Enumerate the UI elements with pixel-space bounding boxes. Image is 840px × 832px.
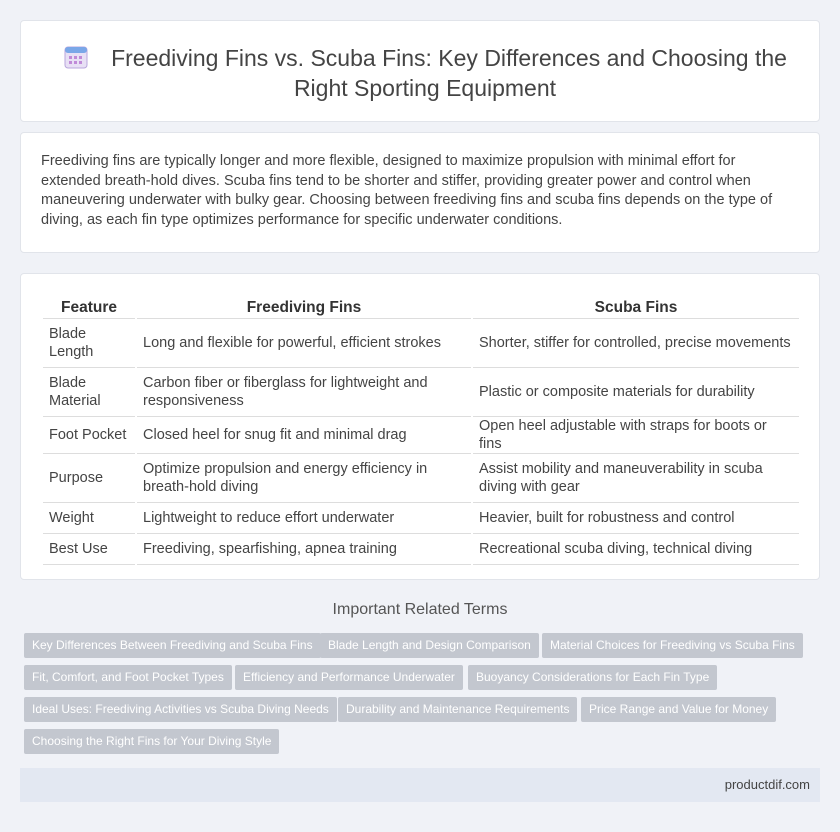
- header-scuba: Scuba Fins: [473, 293, 799, 319]
- related-tag-link[interactable]: Efficiency and Performance Underwater: [235, 665, 463, 690]
- header-freediving: Freediving Fins: [137, 293, 471, 319]
- feature-cell: Purpose: [43, 454, 135, 503]
- related-terms-title: Important Related Terms: [332, 601, 508, 618]
- table-row: [43, 534, 799, 565]
- footer: [20, 768, 820, 802]
- header-feature: Feature: [43, 293, 135, 319]
- related-tag-link[interactable]: Durability and Maintenance Requirements: [338, 697, 577, 722]
- related-tag-link[interactable]: Ideal Uses: Freediving Activities vs Scuba Diving Needs: [24, 697, 337, 722]
- related-tag-link[interactable]: Buoyancy Considerations for Each Fin Type: [468, 665, 717, 690]
- calendar-icon: [63, 44, 89, 70]
- related-tag-link[interactable]: Blade Length and Design Comparison: [320, 633, 539, 658]
- feature-cell: Blade Length: [43, 319, 135, 368]
- page-title-text: Freediving Fins vs. Scuba Fins: Key Differences and Choosing the Right Sporting Equipment: [111, 45, 787, 101]
- table-row: [43, 454, 799, 503]
- table-row: [43, 503, 799, 534]
- table-row: [43, 417, 799, 454]
- freediving-cell: Lightweight to reduce effort underwater: [137, 503, 471, 534]
- feature-cell: Weight: [43, 503, 135, 534]
- feature-cell: Blade Material: [43, 368, 135, 417]
- table-row: [43, 319, 799, 368]
- scuba-cell: Shorter, stiffer for controlled, precise movements: [473, 319, 799, 368]
- feature-cell: Best Use: [43, 534, 135, 565]
- related-tag-link[interactable]: Price Range and Value for Money: [581, 697, 776, 722]
- related-tag-link[interactable]: Fit, Comfort, and Foot Pocket Types: [24, 665, 232, 690]
- freediving-cell: Closed heel for snug fit and minimal drag: [137, 417, 471, 454]
- freediving-cell: Long and flexible for powerful, efficient strokes: [137, 319, 471, 368]
- comparison-table: [43, 293, 799, 565]
- page-title: [51, 43, 799, 103]
- intro-paragraph: Freediving fins are typically longer and more flexible, designed to maximize propulsion with minimal effort for extended breath-hold dives. Scuba fins tend to be shorter and stiffer, providing greater power and control when maneuvering underwater with bulky gear. Choosing between freediving fins and scuba fins depends on the type of diving, as each fin type optimizes performance for specific underwater conditions.: [41, 153, 773, 228]
- freediving-cell: Optimize propulsion and energy efficiency in breath-hold diving: [137, 454, 471, 503]
- scuba-cell: Plastic or composite materials for durability: [473, 368, 799, 417]
- related-tag-link[interactable]: Material Choices for Freediving vs Scuba Fins: [542, 633, 803, 658]
- header-card: [20, 20, 820, 122]
- scuba-cell: Assist mobility and maneuverability in scuba diving with gear: [473, 454, 799, 503]
- intro-card: [20, 132, 820, 253]
- scuba-cell: Heavier, built for robustness and control: [473, 503, 799, 534]
- comparison-card: [20, 273, 820, 580]
- related-tag-link[interactable]: Key Differences Between Freediving and Scuba Fins: [24, 633, 321, 658]
- table-row: [43, 368, 799, 417]
- feature-cell: Foot Pocket: [43, 417, 135, 454]
- site-link[interactable]: productdif.com: [724, 777, 810, 792]
- table-header-row: [43, 293, 799, 319]
- scuba-cell: Open heel adjustable with straps for boots or fins: [473, 417, 799, 454]
- related-tag-link[interactable]: Choosing the Right Fins for Your Diving Style: [24, 729, 279, 754]
- freediving-cell: Freediving, spearfishing, apnea training: [137, 534, 471, 565]
- scuba-cell: Recreational scuba diving, technical diving: [473, 534, 799, 565]
- freediving-cell: Carbon fiber or fiberglass for lightweight and responsiveness: [137, 368, 471, 417]
